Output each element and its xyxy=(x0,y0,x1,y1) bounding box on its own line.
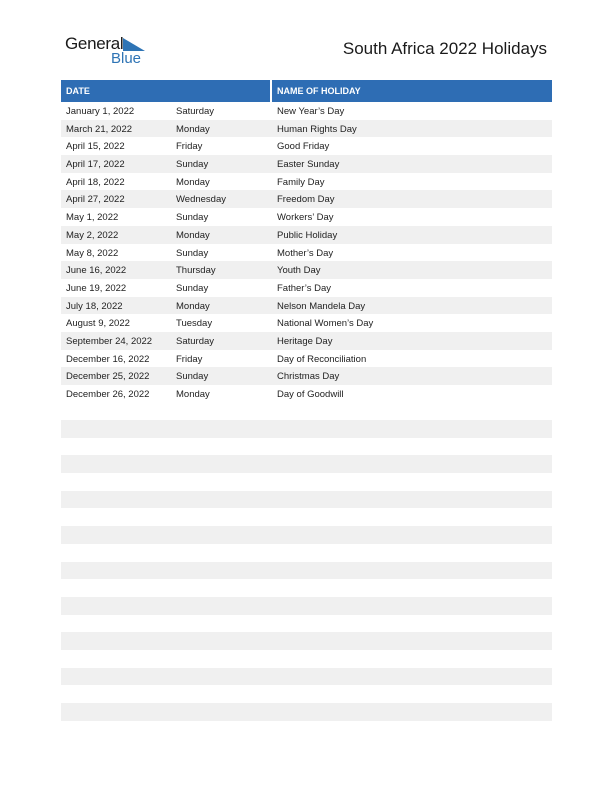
date-cell: April 18, 2022 xyxy=(66,176,125,188)
table-row xyxy=(61,137,552,155)
weekday-cell: Sunday xyxy=(176,212,209,224)
table-row xyxy=(61,332,552,350)
weekday-cell: Saturday xyxy=(176,335,215,347)
weekday-cell: Saturday xyxy=(176,106,215,117)
holiday-table xyxy=(61,80,552,403)
weekday-cell: Thursday xyxy=(176,265,216,277)
date-cell: December 16, 2022 xyxy=(66,353,150,365)
table-row xyxy=(61,120,552,138)
page-title: South Africa 2022 Holidays xyxy=(342,39,547,58)
holiday-cell: Father’s Day xyxy=(277,282,332,294)
date-cell: September 24, 2022 xyxy=(66,335,153,347)
holiday-cell: Day of Reconciliation xyxy=(277,353,367,365)
weekday-cell: Sunday xyxy=(176,247,209,259)
date-cell: April 27, 2022 xyxy=(66,194,125,206)
date-cell: August 9, 2022 xyxy=(66,318,130,330)
date-cell: December 25, 2022 xyxy=(66,371,150,383)
weekday-cell: Monday xyxy=(176,176,210,188)
date-cell: June 19, 2022 xyxy=(66,282,127,294)
table-row xyxy=(61,226,552,244)
empty-row xyxy=(61,562,552,580)
weekday-cell: Tuesday xyxy=(176,318,213,330)
holiday-cell: Day of Goodwill xyxy=(277,389,344,400)
holiday-cell: Human Rights Day xyxy=(277,123,357,135)
table-row xyxy=(61,279,552,297)
table-row xyxy=(61,102,552,120)
holiday-cell: Easter Sunday xyxy=(277,159,340,171)
logo-text-blue: Blue xyxy=(111,50,142,67)
date-cell: May 1, 2022 xyxy=(66,212,119,224)
column-header-date: DATE xyxy=(66,86,90,96)
weekday-cell: Monday xyxy=(176,123,210,135)
holiday-cell: Heritage Day xyxy=(277,335,333,347)
column-divider xyxy=(270,80,272,102)
date-cell: June 16, 2022 xyxy=(66,265,127,277)
weekday-cell: Friday xyxy=(176,141,203,153)
logo-text-general: General xyxy=(65,34,124,53)
holiday-cell: Christmas Day xyxy=(277,371,340,383)
brand-logo xyxy=(65,34,155,68)
weekday-cell: Monday xyxy=(176,300,210,312)
empty-row xyxy=(61,668,552,686)
empty-row xyxy=(61,491,552,509)
empty-row xyxy=(61,703,552,721)
table-row xyxy=(61,350,552,368)
date-cell: December 26, 2022 xyxy=(66,389,150,400)
holiday-cell: Public Holiday xyxy=(277,229,338,241)
weekday-cell: Monday xyxy=(176,389,210,400)
table-header xyxy=(61,80,552,102)
column-header-holiday: NAME OF HOLIDAY xyxy=(277,86,361,96)
empty-row xyxy=(61,597,552,615)
date-cell: July 18, 2022 xyxy=(66,300,123,312)
table-row xyxy=(61,190,552,208)
empty-row xyxy=(61,455,552,473)
empty-row xyxy=(61,420,552,438)
table-row xyxy=(61,367,552,385)
weekday-cell: Wednesday xyxy=(176,194,226,206)
date-cell: January 1, 2022 xyxy=(66,106,135,117)
table-row xyxy=(61,244,552,262)
date-cell: April 17, 2022 xyxy=(66,159,125,171)
weekday-cell: Sunday xyxy=(176,371,209,383)
table-row xyxy=(61,314,552,332)
table-row xyxy=(61,173,552,191)
table-row xyxy=(61,208,552,226)
weekday-cell: Sunday xyxy=(176,159,209,171)
holiday-cell: National Women’s Day xyxy=(277,318,374,330)
date-cell: May 8, 2022 xyxy=(66,247,119,259)
holiday-cell: Youth Day xyxy=(277,265,321,277)
table-body xyxy=(61,102,552,403)
empty-row xyxy=(61,526,552,544)
holiday-cell: Workers’ Day xyxy=(277,212,334,224)
holiday-cell: Good Friday xyxy=(277,141,330,153)
weekday-cell: Sunday xyxy=(176,282,209,294)
weekday-cell: Friday xyxy=(176,353,203,365)
table-row xyxy=(61,155,552,173)
holiday-cell: Mother’s Day xyxy=(277,247,334,259)
holiday-cell: Nelson Mandela Day xyxy=(277,300,366,312)
holiday-cell: Freedom Day xyxy=(277,194,335,206)
empty-row xyxy=(61,632,552,650)
table-row xyxy=(61,261,552,279)
date-cell: April 15, 2022 xyxy=(66,141,125,153)
date-cell: March 21, 2022 xyxy=(66,123,133,135)
date-cell: May 2, 2022 xyxy=(66,229,119,241)
table-row xyxy=(61,385,552,403)
holiday-cell: New Year’s Day xyxy=(277,106,345,117)
holiday-cell: Family Day xyxy=(277,176,325,188)
table-row xyxy=(61,297,552,315)
weekday-cell: Monday xyxy=(176,229,210,241)
